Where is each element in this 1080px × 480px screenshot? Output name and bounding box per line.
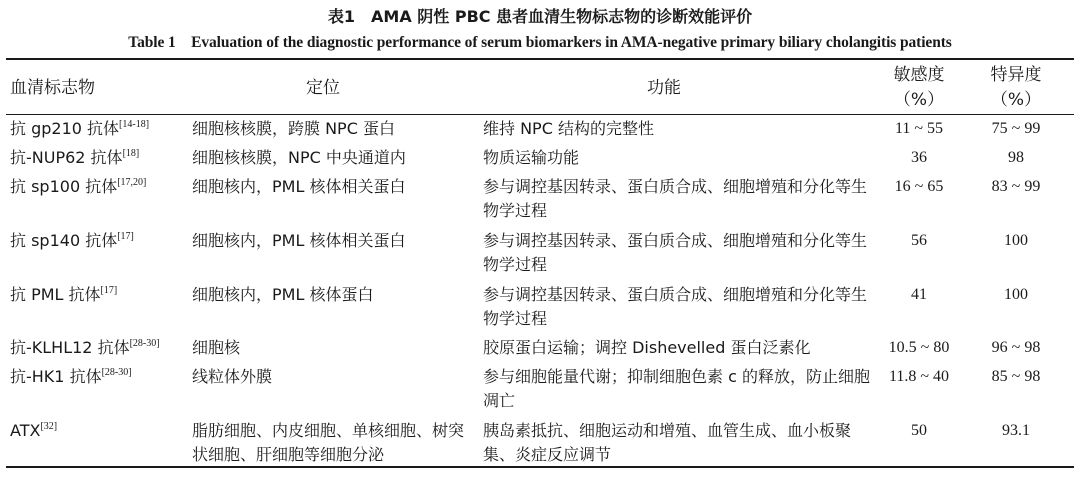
marker-name: 抗-HK1 抗体[28-30] [10, 367, 132, 386]
marker-function: 物质运输功能 [483, 148, 580, 167]
marker-name: 抗-KLHL12 抗体[28-30] [10, 338, 160, 357]
header-name: 血清标志物 [10, 78, 95, 98]
reference: [32] [40, 421, 58, 432]
header-rule [6, 114, 1074, 115]
marker-location: 细胞核内，PML 核体蛋白 [192, 285, 374, 304]
reference: [17,20] [117, 177, 147, 188]
marker-name: 抗 gp210 抗体[14-18] [10, 119, 150, 138]
marker-specificity: 100 [1004, 286, 1028, 303]
marker-name: 抗 sp140 抗体[17] [10, 231, 134, 250]
marker-specificity: 96 ~ 98 [991, 339, 1041, 356]
marker-name: ATX[32] [10, 421, 58, 440]
marker-location: 细胞核核膜，NPC 中央通道内 [192, 148, 406, 167]
marker-sensitivity: 10.5 ~ 80 [888, 339, 950, 356]
header-specificity-label: 特异度 [990, 65, 1042, 85]
table-title-en: Table 1 Evaluation of the diagnostic performance of serum biomarkers in AMA-negative primary biliary cholangitis patients [128, 34, 952, 51]
marker-location: 细胞核内，PML 核体相关蛋白 [192, 231, 406, 250]
marker-location: 细胞核核膜，跨膜 NPC 蛋白 [192, 119, 395, 138]
marker-sensitivity: 11 ~ 55 [894, 120, 944, 137]
header-location: 定位 [306, 78, 340, 98]
marker-name: 抗 sp100 抗体[17,20] [10, 177, 147, 196]
table-title-cn: 表1 AMA 阴性 PBC 患者血清生物标志物的诊断效能评价 [327, 7, 753, 26]
marker-specificity: 75 ~ 99 [991, 120, 1041, 137]
marker-function: 参与调控基因转录、蛋白质合成、细胞增殖和分化等生物学过程 [483, 177, 868, 220]
marker-location: 细胞核内，PML 核体相关蛋白 [192, 177, 406, 196]
marker-function: 参与调控基因转录、蛋白质合成、细胞增殖和分化等生物学过程 [483, 285, 868, 328]
marker-sensitivity: 16 ~ 65 [894, 178, 944, 195]
marker-sensitivity: 56 [911, 232, 927, 249]
marker-sensitivity: 36 [911, 149, 927, 166]
marker-specificity: 100 [1004, 232, 1028, 249]
marker-specificity: 85 ~ 98 [991, 368, 1041, 385]
marker-specificity: 98 [1008, 149, 1024, 166]
header-specificity-unit: （%） [990, 90, 1042, 110]
header-sensitivity-label: 敏感度 [893, 65, 945, 85]
marker-function: 胰岛素抵抗、细胞运动和增殖、血管生成、血小板聚集、炎症反应调节 [483, 421, 852, 464]
marker-specificity: 83 ~ 99 [991, 178, 1041, 195]
marker-function: 胶原蛋白运输；调控 Dishevelled 蛋白泛素化 [483, 338, 811, 357]
reference: [28-30] [101, 367, 132, 378]
reference: [17] [100, 285, 118, 296]
marker-sensitivity: 41 [911, 286, 927, 303]
marker-sensitivity: 11.8 ~ 40 [888, 368, 950, 385]
header-sensitivity-unit: （%） [893, 90, 945, 110]
header-function: 功能 [647, 78, 681, 98]
header-sensitivity [874, 63, 964, 113]
top-rule [6, 58, 1074, 60]
marker-function: 参与细胞能量代谢；抑制细胞色素 c 的释放，防止细胞凋亡 [483, 367, 870, 410]
reference: [17] [117, 231, 134, 242]
marker-location: 线粒体外膜 [192, 367, 273, 386]
marker-function: 参与调控基因转录、蛋白质合成、细胞增殖和分化等生物学过程 [483, 231, 868, 274]
header-specificity [968, 63, 1064, 113]
marker-name: 抗-NUP62 抗体[18] [10, 148, 140, 167]
reference: [14-18] [119, 119, 150, 130]
reference: [18] [122, 148, 140, 159]
marker-location: 细胞核 [192, 338, 241, 357]
marker-sensitivity: 50 [911, 422, 927, 439]
marker-function: 维持 NPC 结构的完整性 [483, 119, 654, 138]
marker-location: 脂肪细胞、内皮细胞、单核细胞、树突状细胞、肝细胞等细胞分泌 [192, 421, 465, 464]
reference: [28-30] [129, 338, 160, 349]
marker-name: 抗 PML 抗体[17] [10, 285, 118, 304]
bottom-rule [6, 466, 1074, 468]
marker-specificity: 93.1 [1002, 422, 1030, 439]
